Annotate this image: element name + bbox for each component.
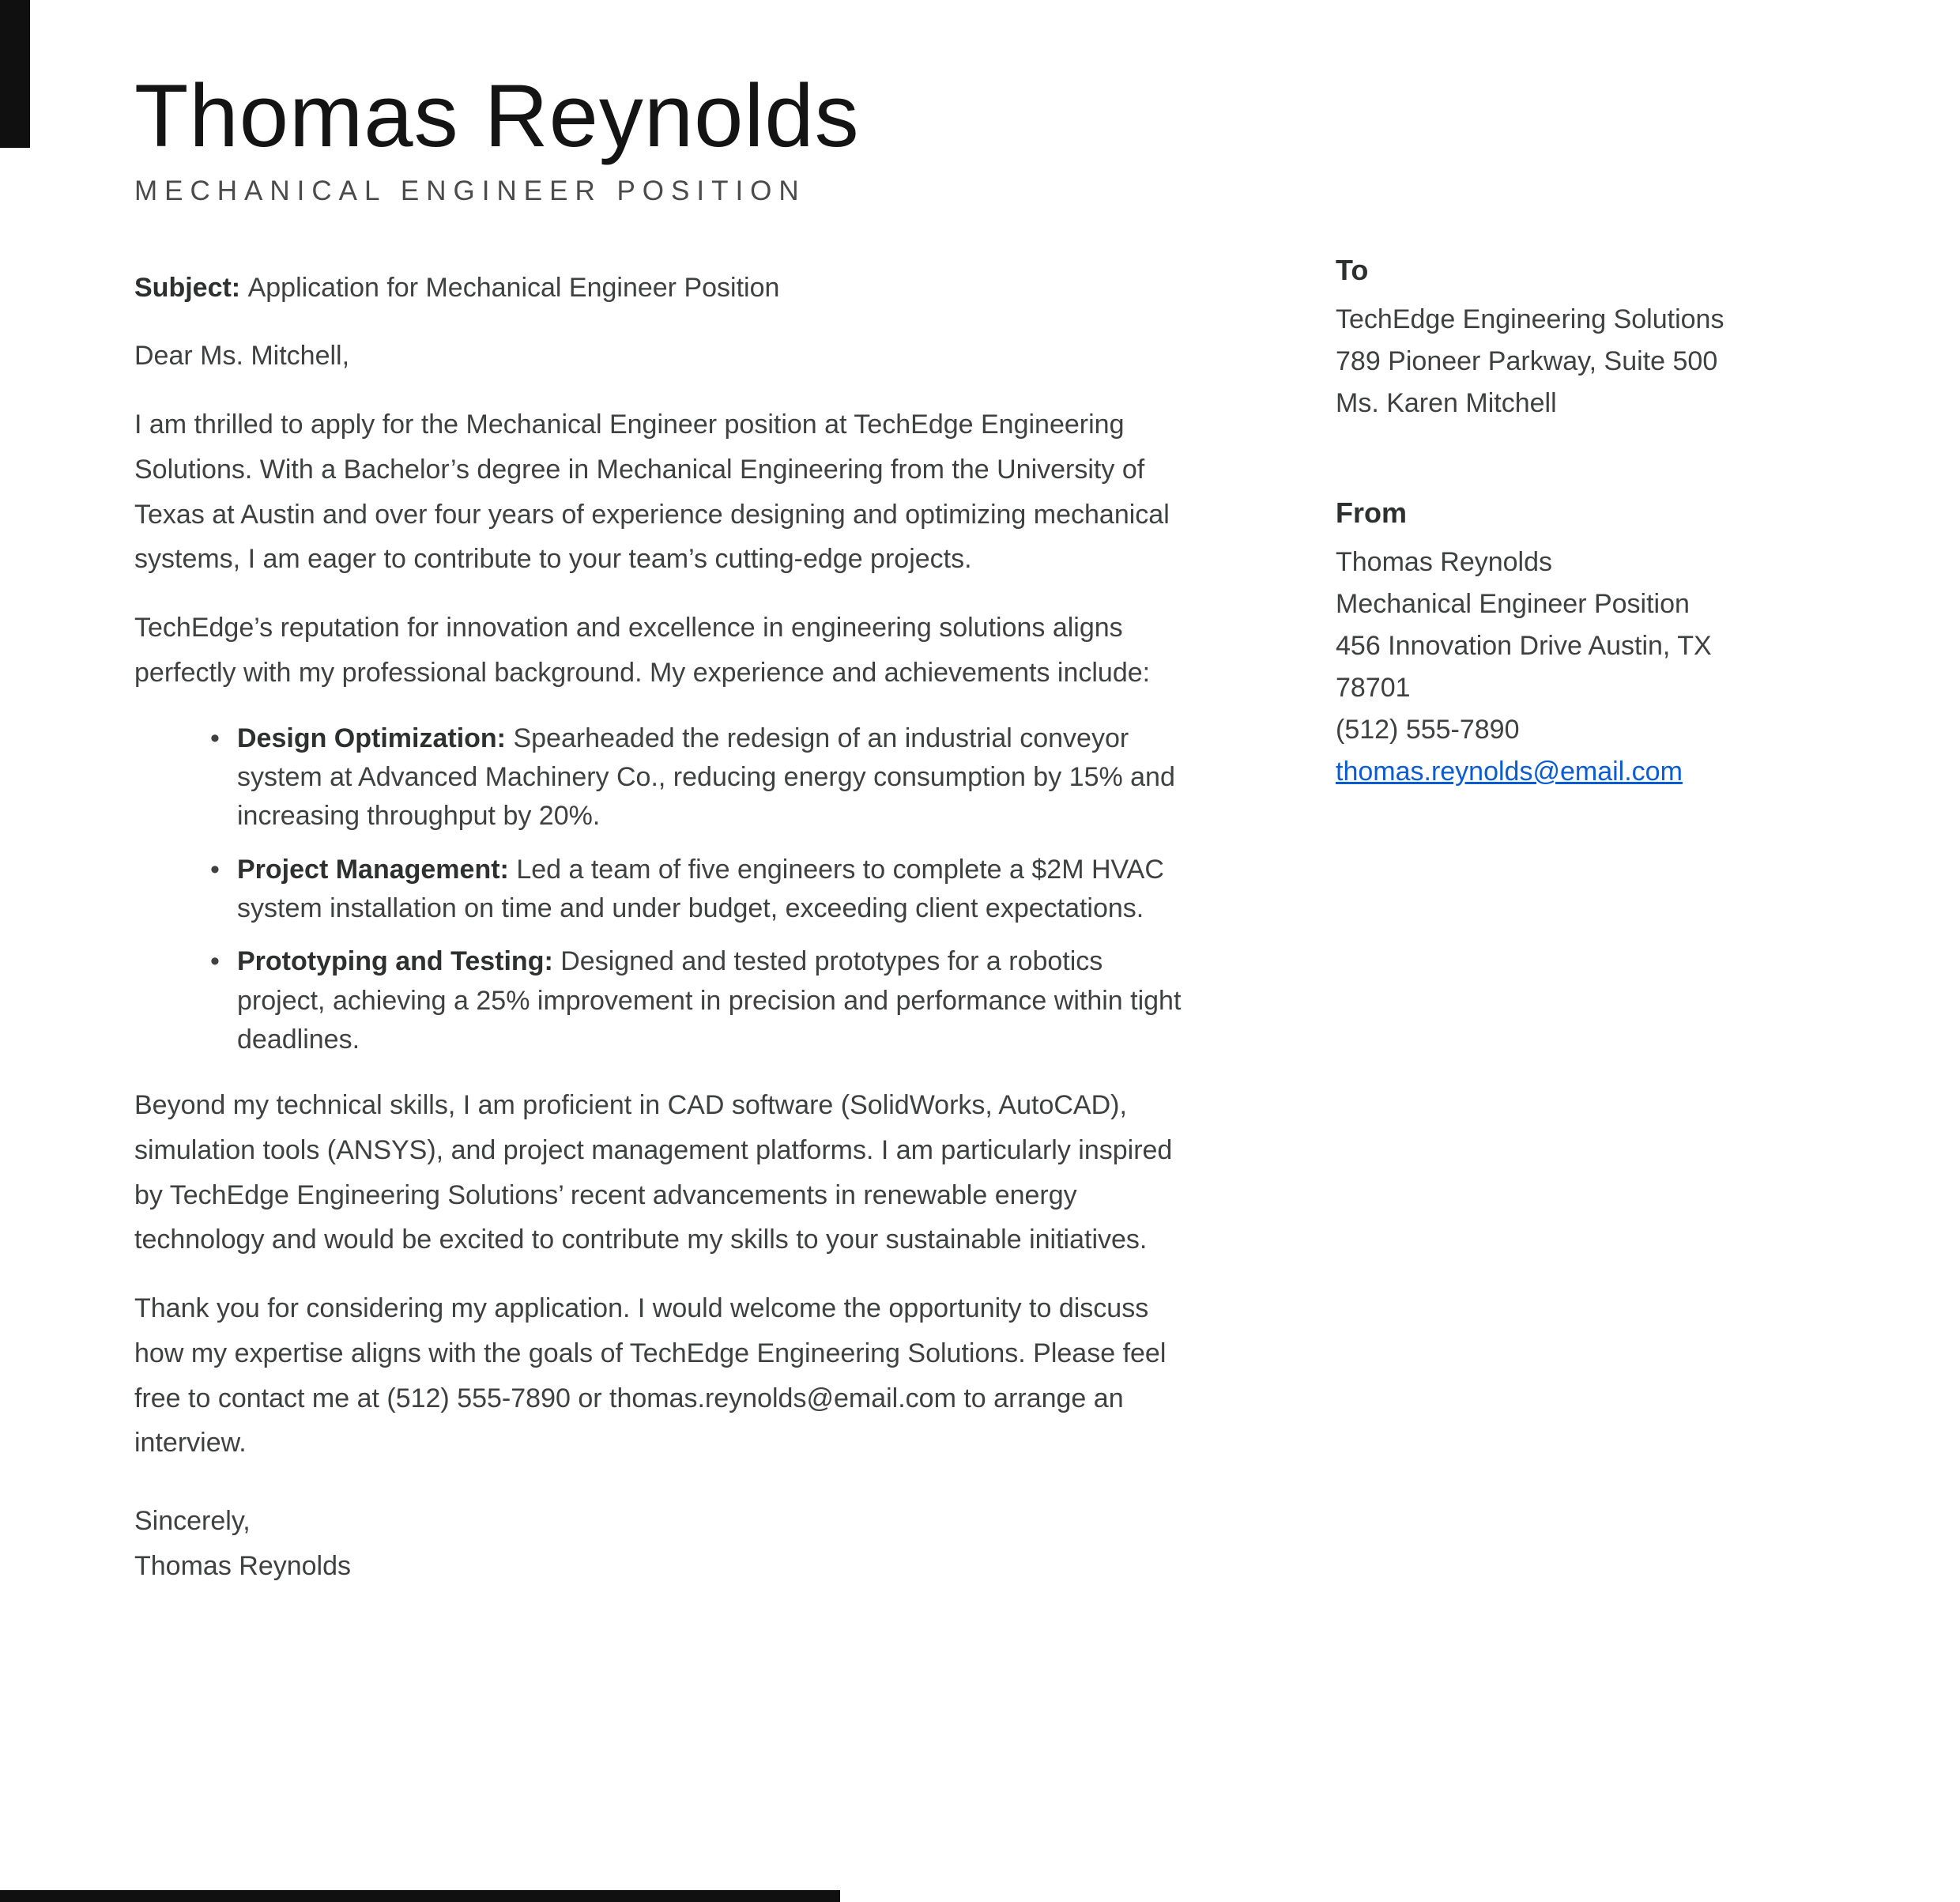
to-heading: To — [1336, 253, 1369, 286]
achievements-list — [134, 719, 1193, 1059]
top-left-accent-bar — [0, 0, 30, 148]
bottom-accent-bar — [0, 1890, 840, 1902]
subject-text: Application for Mechanical Engineer Position — [247, 272, 780, 303]
from-block — [1336, 491, 1841, 793]
bullet-text: Led a team of five engineers to complete a $2M HVAC system installation on time and under budget, exceeding client expectations. — [237, 854, 1164, 923]
list-item — [134, 851, 1193, 929]
applicant-name-title: Thomas Reynolds — [134, 66, 860, 165]
email-link[interactable]: thomas.reynolds@email.com — [1336, 757, 1683, 787]
letter-text-column — [134, 248, 1193, 1589]
to-block — [1336, 248, 1841, 425]
contact-sidebar — [1336, 248, 1841, 794]
bullet-text: Spearheaded the redesign of an industrial conveyor system at Advanced Machinery Co., reducing energy consumption by 15% and increasing throughput by 20%. — [237, 723, 1175, 832]
paragraph-reputation: TechEdge’s reputation for innovation and excellence in engineering solutions aligns perfectly with my professional background. My experience and achievements include: — [134, 613, 1151, 688]
to-person: Ms. Karen Mitchell — [1336, 387, 1557, 418]
list-item — [134, 942, 1193, 1059]
to-address: 789 Pioneer Parkway, Suite 500 — [1336, 345, 1718, 376]
signoff: Sincerely, — [134, 1506, 251, 1537]
bullet-label: Prototyping and Testing: — [237, 946, 561, 977]
letter-header — [0, 0, 1960, 207]
bullet-label: Project Management: — [237, 854, 517, 885]
from-address-line1: 456 Innovation Drive Austin, TX — [1336, 631, 1712, 662]
list-item — [134, 719, 1193, 836]
paragraph-thanks: Thank you for considering my application. I would welcome the opportunity to discuss how my expertise aligns with the goals of TechEdge Engineering Solutions. Please feel free to contact me at (512) 555-7890 or thomas.reynolds@email.com to arrange an interview. — [134, 1293, 1167, 1459]
from-heading: From — [1336, 496, 1407, 529]
letter-body-columns — [0, 207, 1960, 1589]
bullet-label: Design Optimization: — [237, 723, 514, 753]
bullet-icon: • — [210, 946, 220, 977]
paragraph-intro: I am thrilled to apply for the Mechanical Engineer position at TechEdge Engineering Solutions. With a Bachelor’s degree in Mechanical Engineering from the University of Texas at Austin and over four years of experience designing and optimizing mechanical systems, I am eager to contribute to your team’s cutting-edge projects. — [134, 409, 1170, 575]
signature: Thomas Reynolds — [134, 1550, 352, 1581]
to-company: TechEdge Engineering Solutions — [1336, 304, 1724, 334]
greeting: Dear Ms. Mitchell, — [134, 341, 350, 372]
from-position: Mechanical Engineer Position — [1336, 589, 1690, 620]
bullet-icon: • — [210, 723, 220, 753]
from-phone: (512) 555-7890 — [1336, 715, 1520, 745]
subject-label: Subject: — [134, 272, 248, 303]
from-name: Thomas Reynolds — [1336, 547, 1553, 577]
from-address-line2: 78701 — [1336, 673, 1411, 704]
paragraph-skills: Beyond my technical skills, I am proficient in CAD software (SolidWorks, AutoCAD), simulation tools (ANSYS), and project management platforms. I am particularly inspired by TechEdge Engineering Solutions’ recent advancements in renewable energy technology and would be excited to contribute my skills to your sustainable initiatives. — [134, 1090, 1173, 1255]
signoff-block — [134, 1499, 1193, 1589]
bullet-icon: • — [210, 854, 220, 885]
subject-line — [134, 266, 1193, 311]
bullet-text: Designed and tested prototypes for a robotics project, achieving a 25% improvement in precision and performance within tight deadlines. — [237, 946, 1182, 1055]
position-subtitle: MECHANICAL ENGINEER POSITION — [134, 175, 806, 206]
